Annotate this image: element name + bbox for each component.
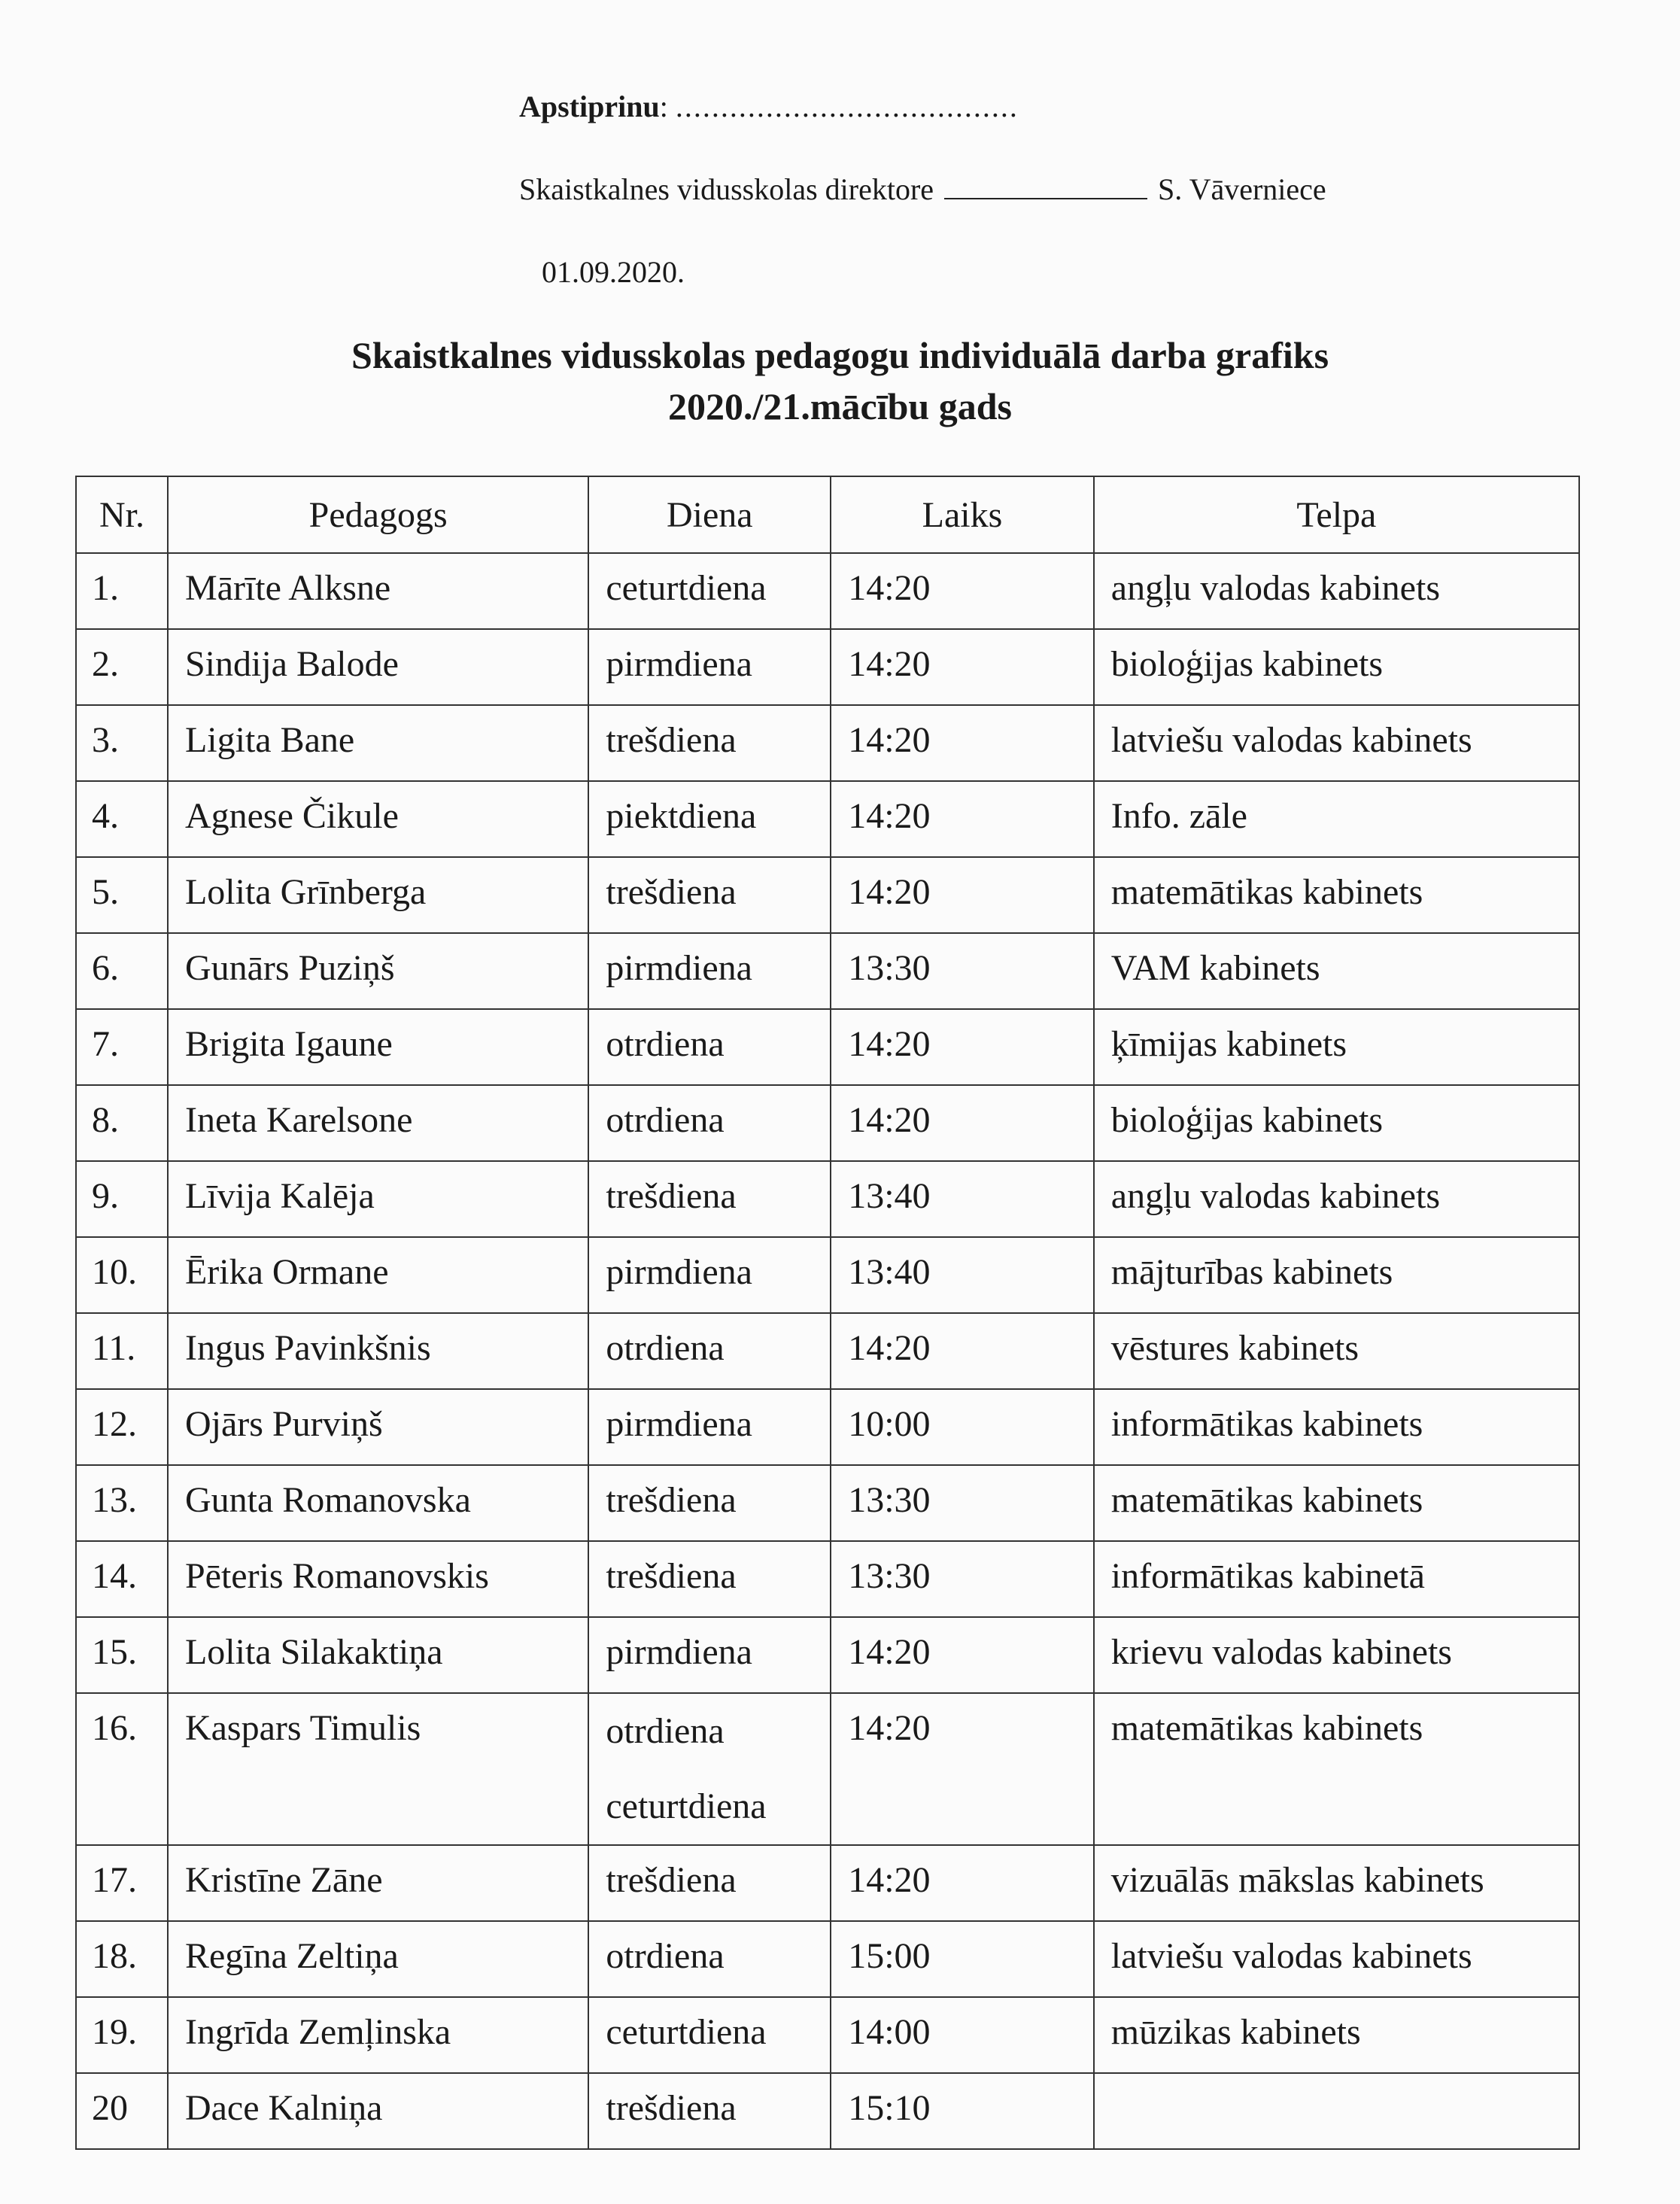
approval-line — [519, 89, 1019, 124]
table-row — [76, 1997, 1579, 2073]
teacher-name: Agnese Čikule — [168, 781, 588, 857]
time: 14:20 — [831, 1845, 1094, 1921]
weekday: trešdiena — [588, 1541, 831, 1617]
row-number: 12. — [76, 1389, 168, 1465]
table-row — [76, 1465, 1579, 1541]
time: 14:20 — [831, 1009, 1094, 1085]
table-row — [76, 629, 1579, 705]
title-line-1: Skaistkalnes vidusskolas pedagogu individuālā darba grafiks — [351, 334, 1329, 376]
approve-colon: : — [659, 90, 668, 123]
row-number: 19. — [76, 1997, 168, 2073]
room: informātikas kabinetā — [1094, 1541, 1579, 1617]
time: 14:20 — [831, 1617, 1094, 1693]
table-row — [76, 1845, 1579, 1921]
approve-signature-dots: ...................................... — [675, 90, 1019, 123]
teacher-name: Kristīne Zāne — [168, 1845, 588, 1921]
weekday: trešdiena — [588, 2073, 831, 2149]
weekday: pirmdiena — [588, 629, 831, 705]
row-number: 9. — [76, 1161, 168, 1237]
teacher-name: Regīna Zeltiņa — [168, 1921, 588, 1997]
document-date: 01.09.2020. — [542, 255, 685, 289]
table-row — [76, 1921, 1579, 1997]
time: 14:20 — [831, 553, 1094, 629]
row-number: 6. — [76, 933, 168, 1009]
teacher-name: Kaspars Timulis — [168, 1693, 588, 1845]
table-row — [76, 1541, 1579, 1617]
table-row — [76, 1237, 1579, 1313]
table-row — [76, 1009, 1579, 1085]
row-number: 13. — [76, 1465, 168, 1541]
row-number: 10. — [76, 1237, 168, 1313]
row-number: 18. — [76, 1921, 168, 1997]
weekday-line: ceturtdiena — [606, 1786, 767, 1826]
signature-line — [944, 172, 1147, 199]
teacher-name: Lolita Silakaktiņa — [168, 1617, 588, 1693]
column-header-time: Laiks — [831, 476, 1094, 553]
weekday: ceturtdiena — [588, 553, 831, 629]
row-number: 4. — [76, 781, 168, 857]
teacher-name: Ingrīda Zemļinska — [168, 1997, 588, 2073]
row-number: 7. — [76, 1009, 168, 1085]
teacher-name: Pēteris Romanovskis — [168, 1541, 588, 1617]
teacher-name: Sindija Balode — [168, 629, 588, 705]
weekday: trešdiena — [588, 857, 831, 933]
room — [1094, 2073, 1579, 2149]
table-row — [76, 1085, 1579, 1161]
weekday — [588, 1693, 831, 1845]
room: vizuālās mākslas kabinets — [1094, 1845, 1579, 1921]
weekday-line: otrdiena — [606, 1711, 725, 1751]
weekday: pirmdiena — [588, 933, 831, 1009]
director-title: Skaistkalnes vidusskolas direktore — [519, 172, 934, 206]
time: 14:20 — [831, 857, 1094, 933]
room: Info. zāle — [1094, 781, 1579, 857]
weekday: otrdiena — [588, 1085, 831, 1161]
weekday: otrdiena — [588, 1921, 831, 1997]
weekday: trešdiena — [588, 1465, 831, 1541]
time: 14:00 — [831, 1997, 1094, 2073]
column-header-teacher: Pedagogs — [168, 476, 588, 553]
row-number: 3. — [76, 705, 168, 781]
weekday: trešdiena — [588, 705, 831, 781]
weekday: pirmdiena — [588, 1237, 831, 1313]
row-number: 11. — [76, 1313, 168, 1389]
teacher-name: Mārīte Alksne — [168, 553, 588, 629]
row-number: 8. — [76, 1085, 168, 1161]
teacher-name: Ojārs Purviņš — [168, 1389, 588, 1465]
room: bioloģijas kabinets — [1094, 1085, 1579, 1161]
time: 10:00 — [831, 1389, 1094, 1465]
weekday: piektdiena — [588, 781, 831, 857]
row-number: 17. — [76, 1845, 168, 1921]
row-number: 20 — [76, 2073, 168, 2149]
time: 13:30 — [831, 1465, 1094, 1541]
time: 13:40 — [831, 1237, 1094, 1313]
room: vēstures kabinets — [1094, 1313, 1579, 1389]
column-header-nr: Nr. — [76, 476, 168, 553]
time: 14:20 — [831, 1693, 1094, 1845]
row-number: 2. — [76, 629, 168, 705]
row-number: 16. — [76, 1693, 168, 1845]
time: 14:20 — [831, 1313, 1094, 1389]
room: bioloģijas kabinets — [1094, 629, 1579, 705]
weekday: trešdiena — [588, 1161, 831, 1237]
teacher-name: Ērika Ormane — [168, 1237, 588, 1313]
weekday: otrdiena — [588, 1009, 831, 1085]
time: 15:10 — [831, 2073, 1094, 2149]
table-row — [76, 1161, 1579, 1237]
teacher-name: Gunta Romanovska — [168, 1465, 588, 1541]
table-row — [76, 553, 1579, 629]
room: krievu valodas kabinets — [1094, 1617, 1579, 1693]
weekday: otrdiena — [588, 1313, 831, 1389]
row-number: 5. — [76, 857, 168, 933]
table-row — [76, 781, 1579, 857]
schedule-table — [75, 476, 1580, 2150]
room: mājturības kabinets — [1094, 1237, 1579, 1313]
room: VAM kabinets — [1094, 933, 1579, 1009]
table-row — [76, 1313, 1579, 1389]
room: latviešu valodas kabinets — [1094, 705, 1579, 781]
time: 14:20 — [831, 1085, 1094, 1161]
table-row — [76, 933, 1579, 1009]
table-header-row — [76, 476, 1579, 553]
room: mūzikas kabinets — [1094, 1997, 1579, 2073]
teacher-name: Gunārs Puziņš — [168, 933, 588, 1009]
time: 13:40 — [831, 1161, 1094, 1237]
column-header-day: Diena — [588, 476, 831, 553]
row-number: 1. — [76, 553, 168, 629]
row-number: 15. — [76, 1617, 168, 1693]
time: 14:20 — [831, 629, 1094, 705]
room: ķīmijas kabinets — [1094, 1009, 1579, 1085]
row-number: 14. — [76, 1541, 168, 1617]
table-row — [76, 1617, 1579, 1693]
weekday: pirmdiena — [588, 1617, 831, 1693]
document-title — [0, 330, 1680, 432]
table-row — [76, 1389, 1579, 1465]
room: informātikas kabinets — [1094, 1389, 1579, 1465]
table-row — [76, 2073, 1579, 2149]
column-header-room: Telpa — [1094, 476, 1579, 553]
director-name: S. Vāverniece — [1158, 172, 1326, 206]
teacher-name: Brigita Igaune — [168, 1009, 588, 1085]
teacher-name: Lolita Grīnberga — [168, 857, 588, 933]
room: matemātikas kabinets — [1094, 857, 1579, 933]
room: angļu valodas kabinets — [1094, 1161, 1579, 1237]
time: 13:30 — [831, 933, 1094, 1009]
time: 14:20 — [831, 781, 1094, 857]
teacher-name: Ligita Bane — [168, 705, 588, 781]
weekday: ceturtdiena — [588, 1997, 831, 2073]
weekday: trešdiena — [588, 1845, 831, 1921]
director-line — [519, 172, 1326, 207]
room: matemātikas kabinets — [1094, 1693, 1579, 1845]
approve-label: Apstiprinu — [519, 90, 660, 123]
room: latviešu valodas kabinets — [1094, 1921, 1579, 1997]
teacher-name: Ineta Karelsone — [168, 1085, 588, 1161]
teacher-name: Līvija Kalēja — [168, 1161, 588, 1237]
teacher-name: Dace Kalniņa — [168, 2073, 588, 2149]
room: matemātikas kabinets — [1094, 1465, 1579, 1541]
title-line-2: 2020./21.mācību gads — [667, 385, 1012, 427]
weekday: pirmdiena — [588, 1389, 831, 1465]
time: 14:20 — [831, 705, 1094, 781]
time: 13:30 — [831, 1541, 1094, 1617]
time: 15:00 — [831, 1921, 1094, 1997]
room: angļu valodas kabinets — [1094, 553, 1579, 629]
table-row — [76, 1693, 1579, 1845]
teacher-name: Ingus Pavinkšnis — [168, 1313, 588, 1389]
table-row — [76, 705, 1579, 781]
table-row — [76, 857, 1579, 933]
